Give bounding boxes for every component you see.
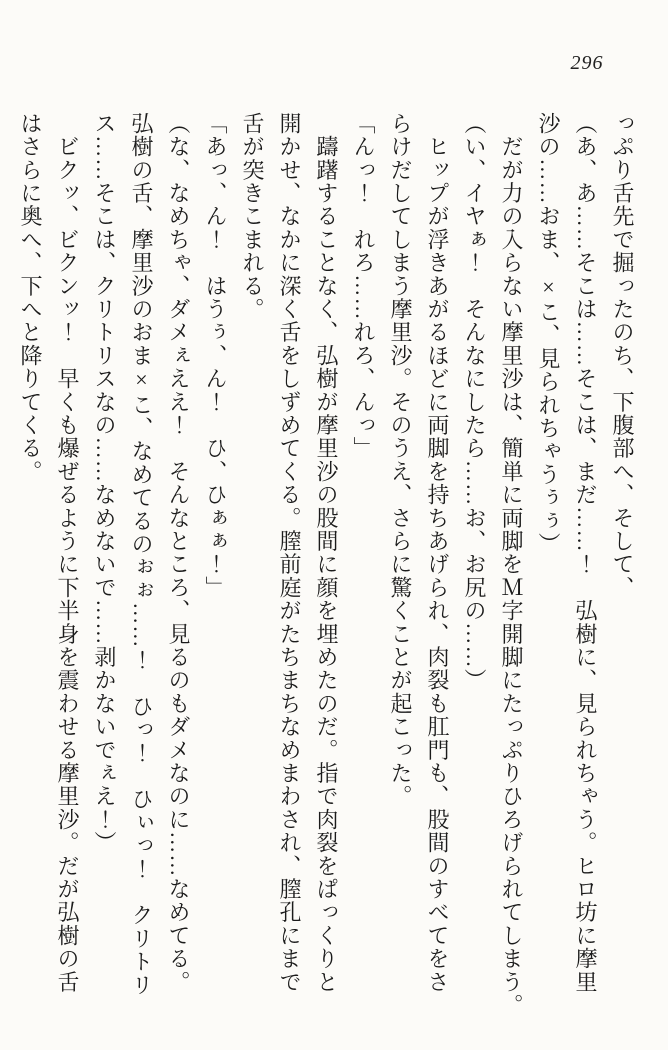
text-column: 舌が突きこまれる。 <box>240 112 265 321</box>
text-column: （い、イヤぁ！ そんなにしたら……お、お尻の……） <box>462 112 487 692</box>
text-column: 躊躇することなく、弘樹が摩里沙の股間に顔を埋めたのだ。指で肉裂をぱっくりと <box>314 112 339 994</box>
text-column: 「あっ、ん！ はうぅ、ん！ ひ、ひぁぁ！」 <box>203 112 228 600</box>
vertical-text-block <box>12 112 641 1042</box>
text-column: （あ、あ……そこは……そこは、まだ……！ 弘樹に、見られちゃう。ヒロ坊に摩里 <box>573 112 598 994</box>
page-number: 296 <box>570 52 604 74</box>
text-column: っぷり舌先で掘ったのち、下腹部へ、そして、 <box>610 112 635 600</box>
text-column: だが力の入らない摩里沙は、簡単に両脚をＭ字開脚にたっぷりひろげられてしまう。 <box>499 112 524 1017</box>
text-column: ス……そこは、クリトリスなの……なめないで……剥かないでぇえ！） <box>92 112 117 855</box>
text-column: 開かせ、なかに深く舌をしずめてくる。膣前庭がたちまちなめまわされ、膣孔にまで <box>277 112 302 994</box>
text-column: 弘樹の舌、摩里沙のおま×こ、なめてるのぉぉ……！ ひっ！ ひぃっ！ クリトリ <box>129 112 154 997</box>
text-column: ビクッ、ビクンッ！ 早くも爆ぜるように下半身を震わせる摩里沙。だが弘樹の舌 <box>55 112 80 994</box>
text-column: らけだしてしまう摩里沙。そのうえ、さらに驚くことが起こった。 <box>388 112 413 808</box>
text-column: 沙の……おま、×こ、見られちゃうぅぅ） <box>536 112 561 556</box>
text-column: ヒップが浮きあがるほどに両脚を持ちあげられ、肉裂も肛門も、股間のすべてをさ <box>425 112 450 994</box>
text-column: はさらに奥へ、下へと降りてくる。 <box>18 112 43 484</box>
text-column: （な、なめちゃ、ダメぇええ！ そんなところ、見るのもダメなのに……なめてる。 <box>166 112 191 994</box>
text-column: 「んっ！ れろ……れろ、んっ」 <box>351 112 376 460</box>
